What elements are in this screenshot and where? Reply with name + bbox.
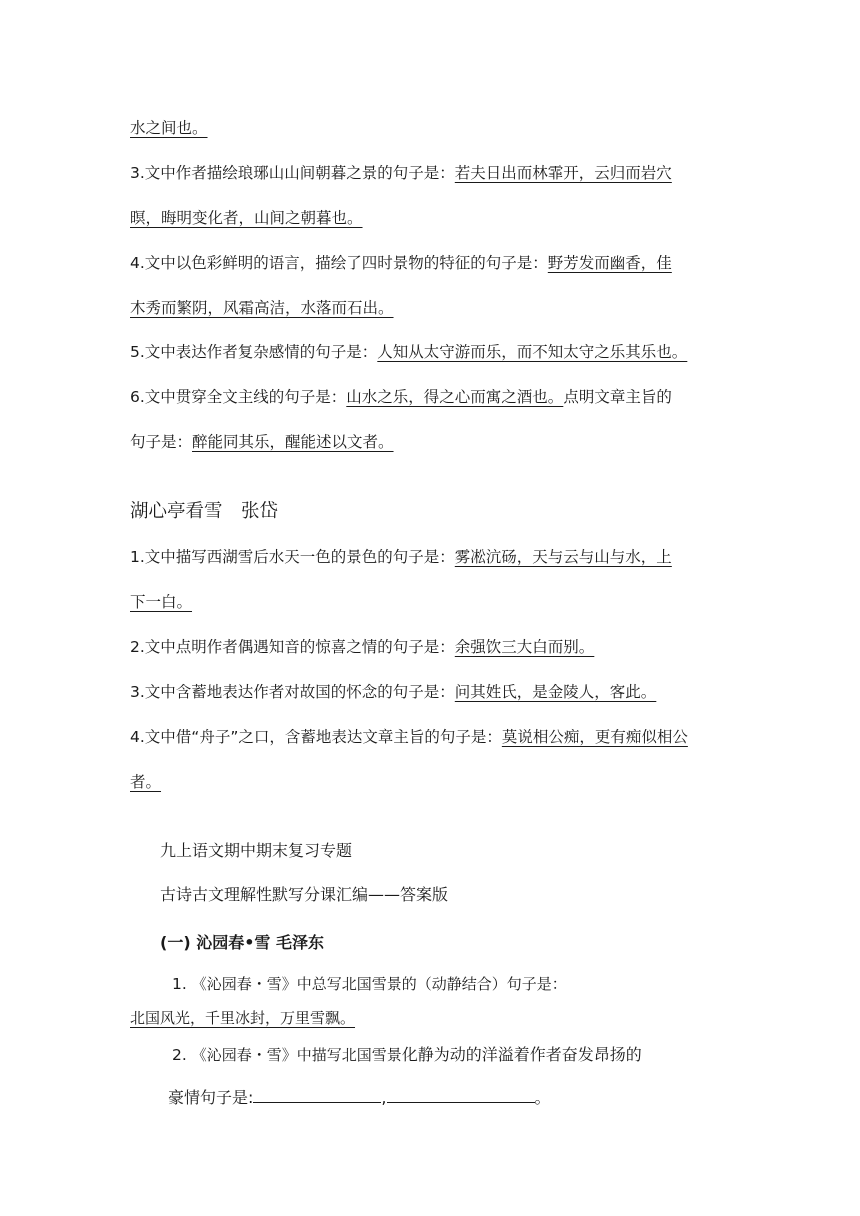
s3-q2-line-1 xyxy=(172,1042,642,1065)
question-text: 《沁园春・雪》中总写北国雪景的（动静结合）句子是： xyxy=(191,975,567,993)
answer-text: 莫说相公痴，更有痴似相公 xyxy=(501,728,688,746)
answer-blank[interactable] xyxy=(387,1088,535,1103)
section-title: 湖心亭看雪 张岱 xyxy=(130,501,279,522)
question-text: 4.文中借“舟子”之口，含蓄地表达文章主旨的句子是： xyxy=(130,728,502,746)
answer-text: 醉能同其乐，醒能述以文者。 xyxy=(192,433,394,451)
question-text: 5.文中表达作者复杂感情的句子是： xyxy=(130,343,378,361)
s1-q5-line-1 xyxy=(130,340,687,362)
question-number: 1. xyxy=(172,975,187,993)
answer-text: 木秀而繁阴，风霜高洁，水落而石出。 xyxy=(130,299,394,317)
separator: , xyxy=(381,1088,387,1107)
question-text: 化静为动的洋溢着作者奋发昂扬的 xyxy=(401,1045,642,1064)
s1-q6-line-2 xyxy=(130,430,394,452)
s2-q3-line-1 xyxy=(130,680,656,702)
s3-q2-line-2 xyxy=(168,1085,551,1108)
answer-text: 者。 xyxy=(130,773,162,791)
s2-q1-line-2 xyxy=(130,590,192,612)
s1-q4-line-1 xyxy=(130,251,672,273)
question-text: 2.文中点明作者偶遇知音的惊喜之情的句子是： xyxy=(130,638,455,656)
answer-text: 若夫日出而林霏开，云归而岩穴 xyxy=(454,164,672,182)
question-text: 1.文中描写西湖雪后水天一色的景色的句子是： xyxy=(130,548,455,566)
question-text: 句子是： xyxy=(130,433,193,451)
s2-q4-line-2 xyxy=(130,770,161,792)
answer-text: 问其姓氏，是金陵人，客此。 xyxy=(454,683,657,701)
s1-q4-line-2 xyxy=(130,296,394,318)
doc-title: 九上语文期中期末复习专题 xyxy=(160,841,353,860)
doc-subtitle: 古诗古文理解性默写分课汇编——答案版 xyxy=(160,885,449,904)
s3-q1-line-2 xyxy=(130,1007,355,1028)
answer-text: 人知从太守游而乐，而不知太守之乐其乐也。 xyxy=(377,343,688,361)
answer-text: 暝，晦明变化者，山间之朝暮也。 xyxy=(130,209,363,227)
end-mark: 。 xyxy=(534,1088,551,1107)
s1-q3-line-2 xyxy=(130,206,363,228)
s2-q2-line-1 xyxy=(130,635,594,657)
answer-text: 北国风光，千里冰封，万里雪飘。 xyxy=(130,1009,356,1027)
question-text: 豪情句子是: xyxy=(168,1088,254,1107)
s1-q6-line-1 xyxy=(130,385,672,407)
s1-line-1 xyxy=(130,116,208,138)
s3-q1-line-1 xyxy=(172,973,567,994)
answer-text: 雾凇沆砀，天与云与山与水，上 xyxy=(454,548,672,566)
question-text: 《沁园春・雪》中描写北国雪景 xyxy=(191,1046,402,1064)
question-text: 3.文中作者描绘琅琊山山间朝暮之景的句子是： xyxy=(130,164,455,182)
answer-text: 野芳发而幽香，佳 xyxy=(547,254,672,272)
answer-blank[interactable] xyxy=(253,1088,381,1103)
answer-text: 下一白。 xyxy=(130,593,193,611)
question-text: 3.文中含蓄地表达作者对故国的怀念的句子是： xyxy=(130,683,455,701)
lesson-heading: (一) 沁园春•雪 毛泽东 xyxy=(160,933,324,952)
question-text: 4.文中以色彩鲜明的语言，描绘了四时景物的特征的句子是： xyxy=(130,254,548,272)
answer-text: 水之间也。 xyxy=(130,119,208,137)
question-text: 6.文中贯穿全文主线的句子是： xyxy=(130,388,347,406)
s1-q3-line-1 xyxy=(130,161,672,183)
s2-q4-line-1 xyxy=(130,725,688,747)
s2-q1-line-1 xyxy=(130,545,672,567)
question-text: 点明文章主旨的 xyxy=(563,388,672,406)
answer-text: 山水之乐，得之心而寓之酒也。 xyxy=(346,388,564,406)
answer-text: 余强饮三大白而别。 xyxy=(454,638,595,656)
question-number: 2. xyxy=(172,1046,187,1064)
